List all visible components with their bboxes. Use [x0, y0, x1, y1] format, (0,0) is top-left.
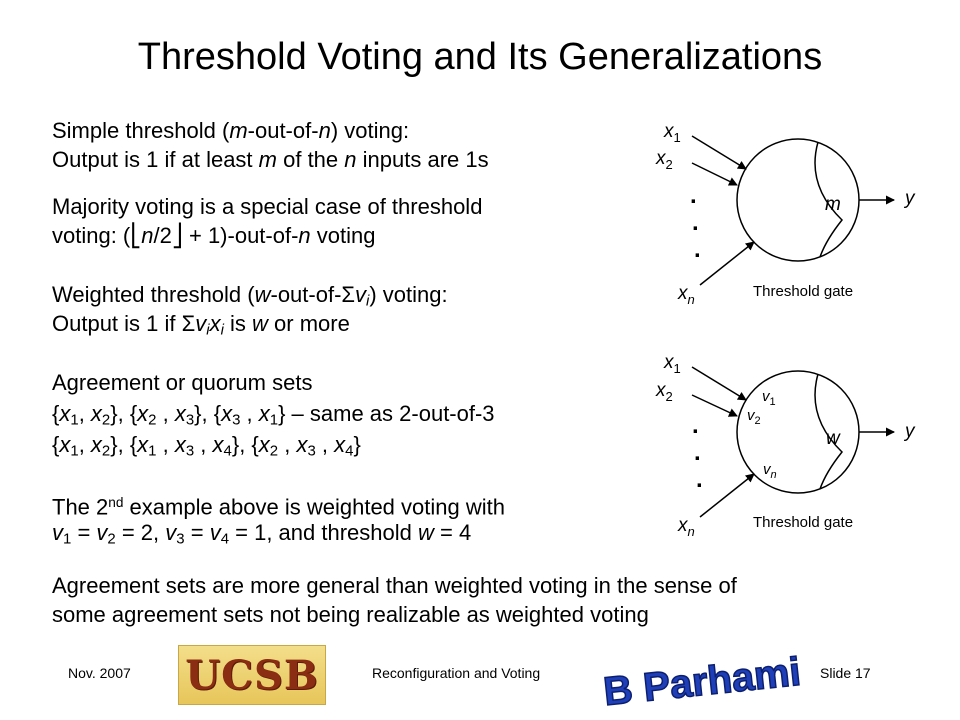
input-label-x1: $x_1$	[664, 121, 681, 145]
simple-threshold-line2: Output is 1 if at least m of the n inputs are 1s	[52, 147, 489, 172]
weighted-threshold-gate-diagram	[620, 340, 920, 540]
parhami-logo	[601, 645, 803, 715]
slide-title: Threshold Voting and Its Generalizations	[137, 36, 823, 78]
general-line2: some agreement sets not being realizable as weighted voting	[52, 602, 649, 627]
footer-date: Nov. 2007	[68, 665, 131, 681]
weight-label-vn: $v_n$	[763, 461, 777, 481]
agreement-example2: {$x_1$, $x_2$}, {$x_1$ , $x_3$ , $x_4$}, {$x_2$ , $x_3$ , $x_4$}	[52, 432, 361, 460]
weight-label-v1: $v_1$	[762, 388, 776, 408]
input-arrow-1	[692, 136, 746, 169]
gate-caption: Threshold gate	[753, 283, 854, 300]
svg-text:B Parhami: B Parhami	[601, 649, 803, 715]
output-label-y: y	[905, 421, 915, 442]
input-label-xn: $x_n$	[678, 283, 695, 307]
ucsb-logo: UCSB	[178, 645, 326, 705]
input-label-xn: $x_n$	[678, 515, 695, 539]
weight-label-v2: $v_2$	[747, 407, 761, 427]
gate-circle	[737, 371, 859, 493]
weighted-example-line2: $v_1 = v_2 = 2$, $v_3 = v_4 = 1$, and threshold w = 4	[52, 520, 472, 548]
ellipsis-dot-3: .	[696, 466, 703, 493]
footer-slide-number: Slide 17	[820, 665, 871, 681]
general-line1: Agreement sets are more general than weighted voting in the sense of	[52, 573, 737, 598]
ellipsis-dot-3: .	[694, 236, 701, 263]
threshold-gate-diagram	[620, 105, 920, 305]
ellipsis-dot-1: .	[690, 182, 697, 209]
input-label-x2: $x_2$	[656, 380, 673, 404]
input-label-x2: $x_2$	[656, 148, 673, 172]
agreement-heading: Agreement or quorum sets	[52, 370, 313, 395]
threshold-label-m: m	[825, 194, 841, 215]
simple-threshold-line1: Simple threshold (m-out-of-n) voting:	[52, 118, 410, 143]
input-arrow-2	[692, 163, 737, 185]
ellipsis-dot-1: .	[692, 412, 699, 439]
weighted-line1: Weighted threshold $(w-out-of-\Sigma v_i)$ voting:	[52, 282, 448, 310]
majority-line2: voting: (⎣n/2⎦ + 1)-out-of-n voting	[52, 223, 376, 248]
input-arrow-n	[700, 242, 754, 285]
ellipsis-dot-2: .	[692, 209, 699, 236]
footer-course-title: Reconfiguration and Voting	[372, 665, 541, 681]
input-label-x1: $x_1$	[664, 352, 681, 376]
input-arrow-n	[700, 474, 754, 517]
input-arrow-2	[692, 395, 737, 416]
weighted-line2: Output is 1 if $\Sigma v_ix_i$ is w or more	[52, 311, 350, 339]
majority-line1: Majority voting is a special case of threshold	[52, 194, 483, 219]
agreement-example1: {$x_1$, $x_2$}, {$x_2$ , $x_3$}, {$x_3$ , $x_1$} – same as 2-out-of-3	[52, 401, 495, 429]
input-arrow-1	[692, 367, 746, 400]
gate-caption: Threshold gate	[753, 514, 854, 531]
weighted-example-line1: The 2nd example above is weighted voting with	[52, 494, 505, 520]
ellipsis-dot-2: .	[694, 439, 701, 466]
threshold-label-w: w	[826, 428, 840, 449]
output-label-y: y	[905, 188, 915, 209]
